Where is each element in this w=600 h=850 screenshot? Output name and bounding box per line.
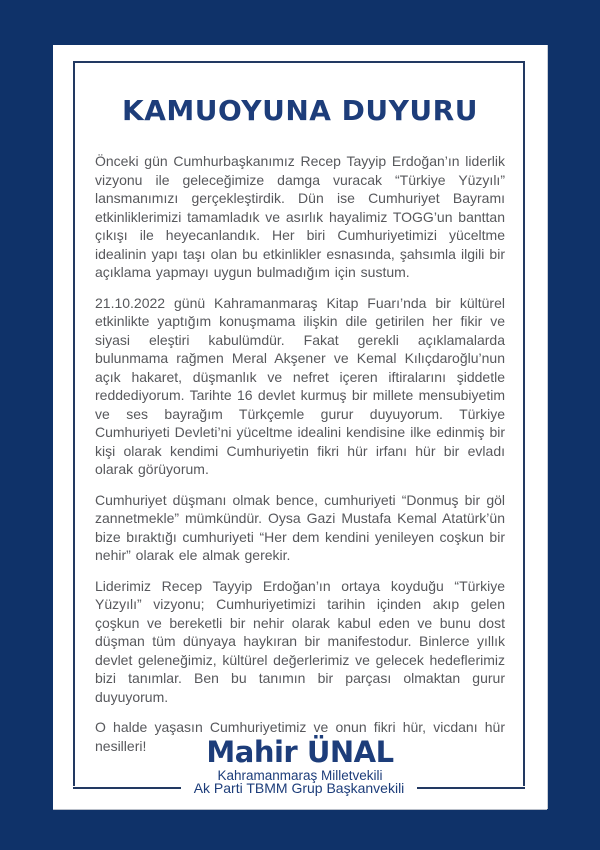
announcement-body xyxy=(95,152,505,767)
signature-rule-row xyxy=(73,778,525,798)
announcement-paragraph-1: Önceki gün Cumhurbaşkanımız Recep Tayyip Erdoğan’ın liderlik vizyonu ile geleceğimize damga vuracak “Türkiye Yüzyılı” lansmanımızı gerçekleştirdik. Dün ise Cumhuriyet Bayramı etkinliklerimizi tamamladık ve asırlık hayalimiz TOGG’un banttan çıkışı ile heyecanlandık. Her biri Cumhuriyetimizi yüceltme idealinin yapı taşı olan bu etkinlikler esnasında, şahsımla ilgili bir açıklama yapmayı uygun bulmadığım için sustum. xyxy=(95,153,505,280)
left-rule xyxy=(73,787,181,789)
announcement-paragraph-2: 21.10.2022 günü Kahramanmaraş Kitap Fuarı’nda bir kültürel etkinlikte yaptığım konuşmama ilişkin dile getirilen her fikir ve siyasi eleştiri kabulümdür. Fakat gerekli açıklamalarda bulunmama rağmen Meral Akşener ve Kemal Kılıçdaroğlu’nun açık hakaret, düşmanlık ve nefret içeren iftiralarını şiddetle reddediyorum. Tarihte 16 devlet kurmuş bir millete mensubiyetim ve ses bayrağım Türkçemle gurur duyuyorum. Türkiye Cumhuriyeti Devleti’ni yüceltme idealini kendisine ilke edinmiş bir kişi olarak kendimi Cumhuriyetin fikri hür irfanı hür bir evladı olarak görüyorum. xyxy=(95,294,505,477)
right-rule xyxy=(417,787,525,789)
announcement-paragraph-3: Cumhuriyet düşmanı olmak bence, cumhuriyeti “Donmuş bir göl zannetmekle” mümkündür. Oysa Gazi Mustafa Kemal Atatürk’ün bize bıraktığı cumhuriyeti “Her dem kendini yenileyen coşkun bir nehir” olarak ele almak gerekir. xyxy=(95,491,505,563)
signature-role-line-2: Ak Parti TBMM Grup Başkanvekili xyxy=(193,780,405,796)
signature-role-line-1: Kahramanmaraş Milletvekili xyxy=(217,768,383,783)
announcement-paragraph-5: O halde yaşasın Cumhuriyetimiz ve onun fikri hür, vicdanı hür nesilleri! xyxy=(95,719,505,754)
signature-name: Mahir ÜNAL xyxy=(206,735,394,769)
announcement-card xyxy=(53,45,547,809)
announcement-paragraph-4: Liderimiz Recep Tayyip Erdoğan’ın ortaya koyduğu “Türkiye Yüzyılı” vizyonu; Cumhuriyetimizi tarihin içinden akıp gelen çoşkun ve bereketli bir nehir olarak kabul eden ve bunu dost düşman tüm dünyaya haykıran bir manifestodur. Binlerce yıllık devlet geleneğimiz, kültürel değerlerimiz ve gelecek hedeflerimiz bizi tanımlar. Ben bu tanımın bir parçası olmaktan gurur duyuyorum. xyxy=(95,577,505,705)
page-title: KAMUOYUNA DUYURU xyxy=(122,94,478,127)
